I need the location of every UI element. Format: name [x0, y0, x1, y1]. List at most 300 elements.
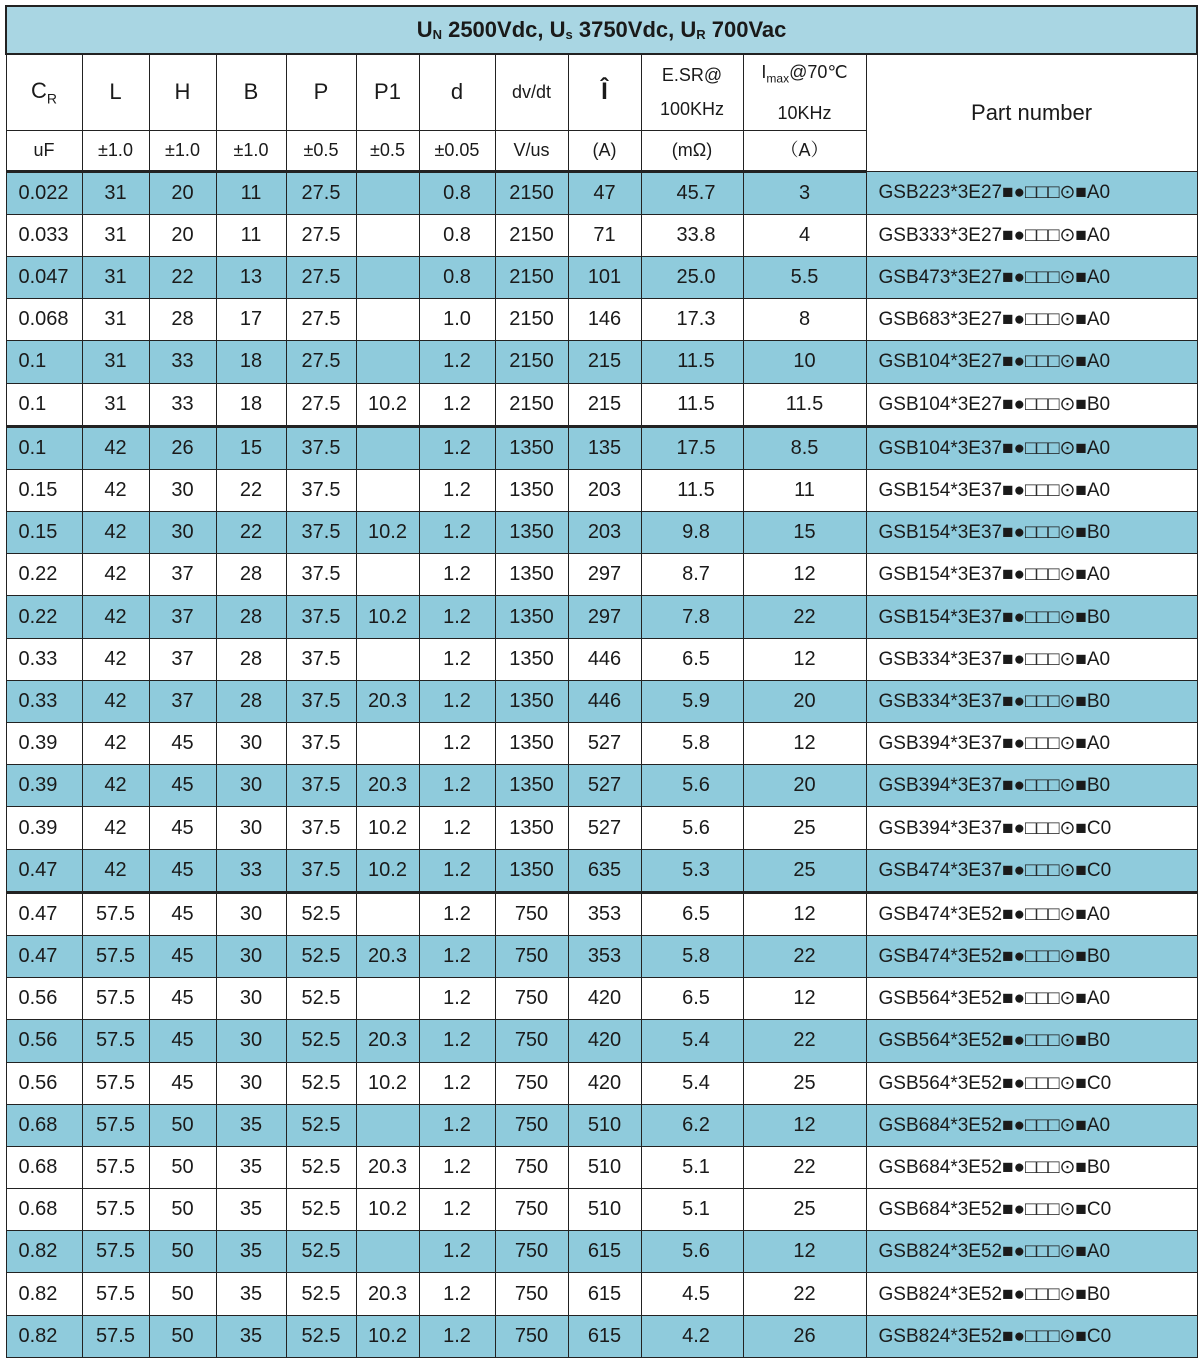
cell-l: 31	[82, 299, 149, 341]
cell-cr: 0.068	[6, 299, 82, 341]
table-row	[6, 469, 1197, 511]
cell-h: 45	[149, 892, 216, 935]
cell-p: 52.5	[286, 892, 356, 935]
cell-cr: 0.82	[6, 1315, 82, 1357]
cell-h: 50	[149, 1231, 216, 1273]
cell-dvdt: 1350	[495, 426, 568, 469]
cell-d: 1.2	[419, 935, 495, 977]
cell-l: 57.5	[82, 1020, 149, 1062]
cell-esr: 6.2	[641, 1104, 743, 1146]
cell-cr: 0.22	[6, 554, 82, 596]
header-cr: $C_R$	[6, 54, 82, 130]
table-title	[6, 6, 1197, 54]
cell-ipk: 203	[568, 512, 641, 554]
cell-p: 52.5	[286, 1189, 356, 1231]
cell-esr: 5.3	[641, 849, 743, 892]
cell-d: 0.8	[419, 171, 495, 214]
cell-ipk: 297	[568, 554, 641, 596]
title-ur: $U_R$ 700Vac	[680, 17, 787, 42]
cell-cr: 0.1	[6, 426, 82, 469]
cell-b: 13	[216, 256, 286, 298]
cell-b: 28	[216, 680, 286, 722]
table-row	[6, 554, 1197, 596]
cell-p: 27.5	[286, 171, 356, 214]
capacitor-spec-table	[5, 5, 1198, 1358]
cell-ipk: 446	[568, 638, 641, 680]
cell-p: 52.5	[286, 1315, 356, 1357]
cell-dvdt: 1350	[495, 849, 568, 892]
cell-b: 22	[216, 512, 286, 554]
cell-part-number: GSB154*3E37■●□□□⊙■A0	[866, 469, 1197, 511]
cell-b: 33	[216, 849, 286, 892]
cell-p1	[356, 299, 419, 341]
cell-esr: 17.5	[641, 426, 743, 469]
cell-part-number: GSB154*3E37■●□□□⊙■B0	[866, 596, 1197, 638]
cell-imax: 22	[743, 1020, 866, 1062]
cell-part-number: GSB474*3E37■●□□□⊙■C0	[866, 849, 1197, 892]
cell-esr: 11.5	[641, 383, 743, 426]
cell-esr: 4.5	[641, 1273, 743, 1315]
cell-cr: 0.56	[6, 1020, 82, 1062]
cell-p1: 10.2	[356, 512, 419, 554]
cell-esr: 5.8	[641, 935, 743, 977]
cell-cr: 0.22	[6, 596, 82, 638]
table-row	[6, 171, 1197, 214]
cell-h: 20	[149, 214, 216, 256]
cell-p1: 10.2	[356, 1189, 419, 1231]
cell-p1	[356, 1104, 419, 1146]
cell-l: 57.5	[82, 935, 149, 977]
cell-cr: 0.33	[6, 638, 82, 680]
cell-imax: 22	[743, 1273, 866, 1315]
cell-imax: 4	[743, 214, 866, 256]
table-row	[6, 892, 1197, 935]
cell-esr: 5.4	[641, 1062, 743, 1104]
cell-cr: 0.68	[6, 1189, 82, 1231]
cell-part-number: GSB824*3E52■●□□□⊙■B0	[866, 1273, 1197, 1315]
cell-dvdt: 2150	[495, 256, 568, 298]
cell-part-number: GSB104*3E37■●□□□⊙■A0	[866, 426, 1197, 469]
cell-dvdt: 750	[495, 1231, 568, 1273]
cell-part-number: GSB824*3E52■●□□□⊙■C0	[866, 1315, 1197, 1357]
cell-ipk: 420	[568, 1020, 641, 1062]
cell-ipk: 47	[568, 171, 641, 214]
cell-cr: 0.82	[6, 1273, 82, 1315]
table-row	[6, 1062, 1197, 1104]
cell-imax: 25	[743, 1062, 866, 1104]
cell-dvdt: 1350	[495, 723, 568, 765]
cell-ipk: 527	[568, 807, 641, 849]
cell-h: 33	[149, 341, 216, 383]
cell-d: 1.2	[419, 596, 495, 638]
cell-ipk: 510	[568, 1104, 641, 1146]
header-h: H	[149, 54, 216, 130]
cell-imax: 8.5	[743, 426, 866, 469]
cell-dvdt: 2150	[495, 214, 568, 256]
cell-p1: 20.3	[356, 935, 419, 977]
cell-ipk: 297	[568, 596, 641, 638]
cell-l: 31	[82, 256, 149, 298]
cell-b: 30	[216, 1062, 286, 1104]
cell-h: 26	[149, 426, 216, 469]
cell-imax: 10	[743, 341, 866, 383]
table-row	[6, 383, 1197, 426]
table-row	[6, 849, 1197, 892]
cell-part-number: GSB684*3E52■●□□□⊙■B0	[866, 1146, 1197, 1188]
cell-l: 57.5	[82, 1315, 149, 1357]
cell-b: 35	[216, 1189, 286, 1231]
cell-part-number: GSB223*3E27■●□□□⊙■A0	[866, 171, 1197, 214]
cell-dvdt: 2150	[495, 171, 568, 214]
cell-h: 50	[149, 1273, 216, 1315]
cell-part-number: GSB394*3E37■●□□□⊙■B0	[866, 765, 1197, 807]
cell-d: 1.2	[419, 1315, 495, 1357]
cell-part-number: GSB154*3E37■●□□□⊙■A0	[866, 554, 1197, 596]
cell-h: 50	[149, 1189, 216, 1231]
unit-p: ±0.5	[286, 130, 356, 171]
cell-dvdt: 1350	[495, 596, 568, 638]
cell-b: 35	[216, 1315, 286, 1357]
cell-p: 37.5	[286, 765, 356, 807]
header-b: B	[216, 54, 286, 130]
cell-dvdt: 2150	[495, 383, 568, 426]
cell-part-number: GSB154*3E37■●□□□⊙■B0	[866, 512, 1197, 554]
cell-esr: 8.7	[641, 554, 743, 596]
cell-d: 0.8	[419, 214, 495, 256]
cell-ipk: 510	[568, 1189, 641, 1231]
table-row	[6, 214, 1197, 256]
spec-table-container	[5, 5, 1196, 1358]
cell-l: 31	[82, 171, 149, 214]
cell-b: 30	[216, 935, 286, 977]
cell-p: 27.5	[286, 256, 356, 298]
cell-dvdt: 750	[495, 1189, 568, 1231]
cell-p: 27.5	[286, 214, 356, 256]
cell-d: 1.2	[419, 1020, 495, 1062]
table-row	[6, 1020, 1197, 1062]
cell-esr: 5.1	[641, 1189, 743, 1231]
header-esr: E.SR@ 100KHz	[641, 54, 743, 130]
cell-p1	[356, 469, 419, 511]
cell-part-number: GSB474*3E52■●□□□⊙■B0	[866, 935, 1197, 977]
cell-p1	[356, 892, 419, 935]
cell-l: 31	[82, 214, 149, 256]
table-body	[6, 171, 1197, 1357]
cell-imax: 12	[743, 723, 866, 765]
cell-b: 35	[216, 1231, 286, 1273]
cell-imax: 20	[743, 765, 866, 807]
cell-b: 30	[216, 978, 286, 1020]
cell-cr: 0.39	[6, 807, 82, 849]
cell-dvdt: 750	[495, 1146, 568, 1188]
cell-cr: 0.1	[6, 341, 82, 383]
cell-l: 42	[82, 680, 149, 722]
cell-imax: 25	[743, 849, 866, 892]
table-row	[6, 596, 1197, 638]
unit-p1: ±0.5	[356, 130, 419, 171]
cell-d: 1.2	[419, 469, 495, 511]
cell-esr: 7.8	[641, 596, 743, 638]
cell-p: 27.5	[286, 299, 356, 341]
cell-cr: 0.39	[6, 765, 82, 807]
cell-p1: 10.2	[356, 1315, 419, 1357]
cell-part-number: GSB684*3E52■●□□□⊙■C0	[866, 1189, 1197, 1231]
cell-p1	[356, 341, 419, 383]
cell-h: 45	[149, 765, 216, 807]
cell-b: 18	[216, 341, 286, 383]
cell-p1: 10.2	[356, 807, 419, 849]
cell-l: 42	[82, 426, 149, 469]
cell-l: 57.5	[82, 1273, 149, 1315]
cell-imax: 11.5	[743, 383, 866, 426]
cell-ipk: 615	[568, 1273, 641, 1315]
cell-ipk: 615	[568, 1315, 641, 1357]
cell-p: 52.5	[286, 935, 356, 977]
cell-part-number: GSB334*3E37■●□□□⊙■B0	[866, 680, 1197, 722]
cell-ipk: 135	[568, 426, 641, 469]
cell-esr: 5.1	[641, 1146, 743, 1188]
unit-h: ±1.0	[149, 130, 216, 171]
cell-h: 50	[149, 1104, 216, 1146]
cell-p1: 20.3	[356, 680, 419, 722]
cell-p1	[356, 723, 419, 765]
cell-b: 35	[216, 1273, 286, 1315]
cell-l: 57.5	[82, 892, 149, 935]
cell-h: 45	[149, 1062, 216, 1104]
cell-p: 52.5	[286, 1231, 356, 1273]
cell-cr: 0.56	[6, 978, 82, 1020]
cell-dvdt: 750	[495, 1273, 568, 1315]
cell-cr: 0.47	[6, 849, 82, 892]
cell-ipk: 101	[568, 256, 641, 298]
unit-b: ±1.0	[216, 130, 286, 171]
cell-ipk: 420	[568, 978, 641, 1020]
cell-cr: 0.022	[6, 171, 82, 214]
cell-l: 42	[82, 723, 149, 765]
cell-cr: 0.15	[6, 512, 82, 554]
cell-imax: 25	[743, 807, 866, 849]
cell-part-number: GSB564*3E52■●□□□⊙■B0	[866, 1020, 1197, 1062]
cell-dvdt: 750	[495, 1062, 568, 1104]
cell-h: 45	[149, 935, 216, 977]
cell-imax: 12	[743, 978, 866, 1020]
cell-imax: 12	[743, 638, 866, 680]
cell-p1	[356, 978, 419, 1020]
cell-d: 1.0	[419, 299, 495, 341]
cell-b: 30	[216, 807, 286, 849]
cell-h: 30	[149, 512, 216, 554]
cell-ipk: 446	[568, 680, 641, 722]
cell-cr: 0.033	[6, 214, 82, 256]
cell-ipk: 527	[568, 765, 641, 807]
cell-esr: 6.5	[641, 892, 743, 935]
unit-d: ±0.05	[419, 130, 495, 171]
cell-p: 37.5	[286, 596, 356, 638]
cell-imax: 12	[743, 554, 866, 596]
cell-imax: 12	[743, 892, 866, 935]
cell-dvdt: 750	[495, 978, 568, 1020]
cell-h: 50	[149, 1315, 216, 1357]
cell-part-number: GSB333*3E27■●□□□⊙■A0	[866, 214, 1197, 256]
cell-ipk: 353	[568, 935, 641, 977]
cell-part-number: GSB564*3E52■●□□□⊙■C0	[866, 1062, 1197, 1104]
cell-imax: 20	[743, 680, 866, 722]
cell-p: 27.5	[286, 341, 356, 383]
cell-imax: 22	[743, 935, 866, 977]
header-part-number: Part number	[866, 54, 1197, 171]
cell-esr: 11.5	[641, 469, 743, 511]
cell-imax: 25	[743, 1189, 866, 1231]
cell-part-number: GSB394*3E37■●□□□⊙■C0	[866, 807, 1197, 849]
cell-esr: 5.8	[641, 723, 743, 765]
cell-p: 37.5	[286, 680, 356, 722]
cell-ipk: 635	[568, 849, 641, 892]
cell-dvdt: 1350	[495, 512, 568, 554]
cell-dvdt: 750	[495, 1104, 568, 1146]
cell-d: 1.2	[419, 1273, 495, 1315]
unit-imax: （A）	[743, 130, 866, 171]
header-l: L	[82, 54, 149, 130]
unit-dvdt: V/us	[495, 130, 568, 171]
cell-imax: 3	[743, 171, 866, 214]
cell-d: 1.2	[419, 680, 495, 722]
cell-h: 37	[149, 554, 216, 596]
cell-p1	[356, 214, 419, 256]
cell-b: 28	[216, 596, 286, 638]
cell-p1	[356, 171, 419, 214]
cell-h: 37	[149, 638, 216, 680]
cell-p1: 20.3	[356, 765, 419, 807]
cell-cr: 0.68	[6, 1146, 82, 1188]
table-row	[6, 723, 1197, 765]
cell-cr: 0.1	[6, 383, 82, 426]
cell-p1: 10.2	[356, 383, 419, 426]
cell-d: 1.2	[419, 1146, 495, 1188]
cell-esr: 5.6	[641, 807, 743, 849]
cell-imax: 8	[743, 299, 866, 341]
cell-p1: 20.3	[356, 1273, 419, 1315]
cell-h: 45	[149, 849, 216, 892]
table-row	[6, 426, 1197, 469]
table-row	[6, 1273, 1197, 1315]
cell-h: 22	[149, 256, 216, 298]
cell-dvdt: 1350	[495, 680, 568, 722]
cell-d: 1.2	[419, 426, 495, 469]
cell-d: 1.2	[419, 1231, 495, 1273]
cell-cr: 0.68	[6, 1104, 82, 1146]
cell-h: 50	[149, 1146, 216, 1188]
cell-ipk: 203	[568, 469, 641, 511]
cell-esr: 5.6	[641, 1231, 743, 1273]
cell-dvdt: 1350	[495, 469, 568, 511]
cell-ipk: 215	[568, 341, 641, 383]
cell-b: 11	[216, 171, 286, 214]
cell-ipk: 420	[568, 1062, 641, 1104]
cell-l: 42	[82, 512, 149, 554]
cell-l: 42	[82, 807, 149, 849]
cell-imax: 12	[743, 1104, 866, 1146]
cell-l: 31	[82, 341, 149, 383]
cell-cr: 0.47	[6, 935, 82, 977]
cell-part-number: GSB684*3E52■●□□□⊙■A0	[866, 1104, 1197, 1146]
cell-d: 0.8	[419, 256, 495, 298]
cell-b: 11	[216, 214, 286, 256]
cell-b: 22	[216, 469, 286, 511]
cell-p: 37.5	[286, 469, 356, 511]
cell-part-number: GSB474*3E52■●□□□⊙■A0	[866, 892, 1197, 935]
header-p: P	[286, 54, 356, 130]
cell-h: 37	[149, 680, 216, 722]
cell-cr: 0.82	[6, 1231, 82, 1273]
cell-cr: 0.15	[6, 469, 82, 511]
cell-d: 1.2	[419, 849, 495, 892]
cell-part-number: GSB334*3E37■●□□□⊙■A0	[866, 638, 1197, 680]
cell-p1	[356, 638, 419, 680]
cell-l: 42	[82, 596, 149, 638]
cell-l: 42	[82, 638, 149, 680]
cell-b: 18	[216, 383, 286, 426]
cell-l: 42	[82, 554, 149, 596]
cell-l: 57.5	[82, 1189, 149, 1231]
cell-h: 33	[149, 383, 216, 426]
cell-p: 52.5	[286, 978, 356, 1020]
cell-imax: 5.5	[743, 256, 866, 298]
cell-esr: 6.5	[641, 978, 743, 1020]
cell-cr: 0.56	[6, 1062, 82, 1104]
cell-cr: 0.047	[6, 256, 82, 298]
cell-dvdt: 1350	[495, 554, 568, 596]
cell-p1: 10.2	[356, 596, 419, 638]
cell-cr: 0.33	[6, 680, 82, 722]
cell-p: 52.5	[286, 1062, 356, 1104]
cell-esr: 9.8	[641, 512, 743, 554]
table-row	[6, 765, 1197, 807]
cell-part-number: GSB824*3E52■●□□□⊙■A0	[866, 1231, 1197, 1273]
cell-h: 20	[149, 171, 216, 214]
cell-p1	[356, 1231, 419, 1273]
table-row	[6, 978, 1197, 1020]
header-peak-current: Î	[568, 54, 641, 130]
table-row	[6, 935, 1197, 977]
cell-b: 28	[216, 638, 286, 680]
table-row	[6, 1104, 1197, 1146]
cell-imax: 22	[743, 1146, 866, 1188]
cell-ipk: 527	[568, 723, 641, 765]
cell-b: 28	[216, 554, 286, 596]
table-row	[6, 1189, 1197, 1231]
cell-dvdt: 1350	[495, 765, 568, 807]
cell-b: 17	[216, 299, 286, 341]
cell-esr: 33.8	[641, 214, 743, 256]
table-row	[6, 299, 1197, 341]
table-row	[6, 1315, 1197, 1357]
table-row	[6, 680, 1197, 722]
cell-p: 37.5	[286, 554, 356, 596]
cell-p1: 20.3	[356, 1146, 419, 1188]
cell-p: 52.5	[286, 1020, 356, 1062]
cell-esr: 11.5	[641, 341, 743, 383]
cell-imax: 15	[743, 512, 866, 554]
unit-peak-current: (A)	[568, 130, 641, 171]
table-row	[6, 1231, 1197, 1273]
table-row	[6, 1146, 1197, 1188]
cell-l: 57.5	[82, 1231, 149, 1273]
cell-b: 35	[216, 1146, 286, 1188]
cell-h: 28	[149, 299, 216, 341]
cell-dvdt: 750	[495, 935, 568, 977]
cell-part-number: GSB683*3E27■●□□□⊙■A0	[866, 299, 1197, 341]
cell-imax: 12	[743, 1231, 866, 1273]
